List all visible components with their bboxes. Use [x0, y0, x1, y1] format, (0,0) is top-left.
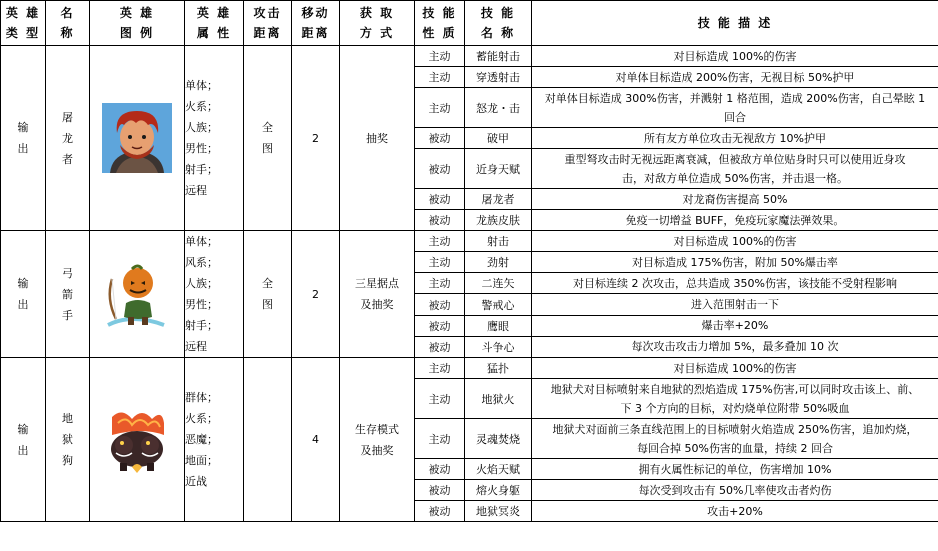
hero-obtain-method-line: 生存模式 [355, 422, 399, 436]
hero-obtain-method-line: 及抽奖 [360, 443, 394, 457]
hero-name [46, 358, 90, 522]
hero-name-line: 狗 [62, 454, 73, 467]
skill-name: 警戒心 [465, 294, 532, 315]
hero-type-line: 出 [17, 443, 29, 457]
header-name: 名 称 [46, 1, 90, 46]
hero-type-line: 输 [17, 277, 29, 290]
skill-description [532, 46, 938, 67]
skill-description-line: 拥有火属性标记的单位，伤害增加 10% [638, 462, 832, 476]
skill-type: 被动 [415, 501, 465, 522]
skill-name: 屠龙者 [465, 189, 532, 210]
skill-description-line: 地狱犬对面前三条直线范围上的目标喷射火焰造成 250%伤害，追加灼烧， [552, 422, 918, 436]
skill-type: 被动 [415, 336, 465, 357]
hero-type [1, 358, 46, 522]
hero-attack-range-line: 图 [262, 142, 273, 155]
skill-description-line: 对目标造成 100%的伤害 [673, 361, 797, 375]
hero-attack-range-line: 图 [262, 298, 273, 311]
hero-attributes-line: 群体； [185, 391, 218, 404]
table-row [1, 46, 938, 67]
hero-obtain-method [340, 231, 415, 358]
hero-type-line: 出 [17, 298, 29, 311]
skill-description [532, 501, 938, 522]
skill-description [532, 480, 938, 501]
header-skill-type: 技 能 性 质 [415, 1, 465, 46]
skill-description [532, 189, 938, 210]
skill-name: 蓄能射击 [465, 46, 532, 67]
skill-description-line: 每次受到攻击有 50%几率使攻击者灼伤 [638, 483, 832, 497]
hero-attributes-line: 射手； [185, 163, 218, 176]
hero-image-cell [90, 358, 185, 522]
pumpkin-archer-portrait [102, 259, 172, 329]
skill-description-line: 免疫一切增益 BUFF，免疫玩家魔法弹效果。 [625, 213, 845, 227]
skill-type: 被动 [415, 480, 465, 501]
hero-image-cell [90, 231, 185, 358]
skill-description-line: 攻击+20% [707, 504, 763, 518]
skill-description [532, 379, 938, 419]
hero-name-line: 狱 [62, 433, 73, 446]
hero-name-line: 地 [62, 412, 73, 425]
hero-attack-range-line: 全 [262, 277, 273, 290]
skill-type: 被动 [415, 294, 465, 315]
header-attack-range: 攻击 距离 [244, 1, 292, 46]
hero-move-range: 2 [292, 46, 340, 231]
skill-name: 鹰眼 [465, 315, 532, 336]
hero-name-line: 屠 [62, 110, 73, 124]
skill-description-line: 下 3 个方向的目标，对灼烧单位附带 50%吸血 [620, 401, 850, 415]
skill-description-line: 击，对敌方单位造成 50%伤害，并击退一格。 [622, 171, 848, 185]
hero-attack-range [244, 46, 292, 231]
hero-attributes-line: 人族； [185, 277, 218, 290]
table-header-row [1, 1, 938, 46]
hero-type [1, 231, 46, 358]
hero-attributes-line: 男性； [185, 142, 218, 155]
skill-description [532, 273, 938, 294]
header-attributes: 英 雄 属 性 [185, 1, 244, 46]
hero-name-line: 弓 [62, 266, 73, 280]
hero-attributes-line: 恶魔； [185, 433, 218, 446]
dragon-slayer-portrait [102, 103, 172, 173]
skill-name: 劲射 [465, 252, 532, 273]
skill-type: 主动 [415, 67, 465, 88]
skill-type: 被动 [415, 189, 465, 210]
skill-description [532, 315, 938, 336]
hero-type-line: 输 [17, 422, 29, 436]
hero-obtain-method [340, 46, 415, 231]
hero-attributes [185, 231, 244, 358]
skill-description-line: 对目标造成 100%的伤害 [673, 234, 797, 248]
skill-type: 被动 [415, 210, 465, 231]
skill-type: 主动 [415, 273, 465, 294]
skill-description-line: 每次攻击攻击力增加 5%，最多叠加 10 次 [631, 340, 839, 354]
hero-name-line: 龙 [62, 131, 73, 145]
skill-type: 主动 [415, 252, 465, 273]
hero-attributes-line: 射手； [185, 319, 218, 332]
skill-name: 火焰天赋 [465, 459, 532, 480]
hero-attributes-line: 近战 [185, 475, 207, 488]
hero-attributes [185, 46, 244, 231]
hero-move-range: 2 [292, 231, 340, 358]
skill-name: 熔火身躯 [465, 480, 532, 501]
hero-type [1, 46, 46, 231]
hero-obtain-method [340, 358, 415, 522]
skill-description-line: 每回合掉 50%伤害的血量，持续 2 回合 [637, 441, 833, 455]
hero-attributes-line: 火系； [185, 412, 218, 425]
skill-type: 被动 [415, 128, 465, 149]
skill-description [532, 88, 938, 128]
skill-description-line: 对单体目标造成 200%伤害，无视目标 50%护甲 [615, 70, 855, 84]
skill-name: 猛扑 [465, 358, 532, 379]
hero-name-line: 者 [62, 152, 73, 166]
hero-move-range: 4 [292, 358, 340, 522]
skill-type: 主动 [415, 358, 465, 379]
skill-name: 斗争心 [465, 336, 532, 357]
header-hero-type: 英 雄 类 型 [1, 1, 46, 46]
skill-name: 射击 [465, 231, 532, 252]
skill-description-line: 回合 [724, 110, 746, 124]
header-skill-description: 技 能 描 述 [532, 1, 938, 46]
hero-attributes-line: 远程 [185, 184, 207, 197]
hero-obtain-method-line: 及抽奖 [360, 298, 394, 311]
hero-type-line: 输 [17, 121, 29, 134]
hero-attributes-line: 远程 [185, 340, 207, 353]
skill-description-line: 对目标造成 175%伤害，附加 50%爆击率 [632, 255, 838, 269]
skill-description [532, 459, 938, 480]
skill-type: 被动 [415, 459, 465, 480]
hero-attributes-line: 单体； [185, 235, 218, 248]
hero-name-line: 箭 [62, 287, 73, 301]
skill-description-line: 对目标连续 2 次攻击，总共造成 350%伤害，该技能不受射程影响 [573, 276, 897, 290]
hero-attributes-line: 风系； [185, 256, 218, 269]
skill-description-line: 对目标造成 100%的伤害 [673, 49, 797, 63]
skill-type: 主动 [415, 419, 465, 459]
skill-description [532, 210, 938, 231]
hero-type-line: 出 [17, 142, 29, 155]
hero-attack-range-line: 全 [262, 121, 273, 134]
table-row [1, 231, 938, 252]
skill-name: 怒龙・击 [465, 88, 532, 128]
hero-obtain-method-line: 三星据点 [355, 277, 399, 290]
skill-description-line: 进入范围射击一下 [691, 298, 779, 312]
skill-description [532, 419, 938, 459]
hero-obtain-method-line: 抽奖 [366, 131, 388, 145]
hero-attack-range [244, 358, 292, 522]
skill-name: 地狱火 [465, 379, 532, 419]
skill-description-line: 所有友方单位攻击无视敌方 10%护甲 [644, 131, 826, 145]
skill-name: 灵魂焚烧 [465, 419, 532, 459]
skill-description-line: 爆击率+20% [701, 319, 769, 333]
hero-name [46, 231, 90, 358]
skill-description [532, 231, 938, 252]
skill-description [532, 252, 938, 273]
skill-description [532, 149, 938, 189]
skill-name: 地狱冥炎 [465, 501, 532, 522]
skill-description [532, 294, 938, 315]
hero-attributes [185, 358, 244, 522]
skill-description-line: 对单体目标造成 300%伤害，并溅射 1 格范围，造成 200%伤害，自己晕眩 1 [544, 91, 926, 105]
skill-type: 被动 [415, 149, 465, 189]
hellhound-portrait [102, 405, 172, 475]
table-row [1, 358, 938, 379]
hero-name [46, 46, 90, 231]
hero-attributes-line: 地面； [185, 454, 218, 467]
hero-attributes-line: 男性； [185, 298, 218, 311]
skill-description-line: 对龙裔伤害提高 50% [682, 192, 788, 206]
skill-description [532, 358, 938, 379]
skill-name: 近身天赋 [465, 149, 532, 189]
header-image: 英 雄 图 例 [90, 1, 185, 46]
header-skill-name: 技 能 名 称 [465, 1, 532, 46]
skill-type: 主动 [415, 88, 465, 128]
skill-description-line: 地狱犬对目标喷射来自地狱的烈焰造成 175%伤害,可以同时攻击该上、前、 [550, 382, 920, 396]
hero-image-cell [90, 46, 185, 231]
skill-type: 被动 [415, 315, 465, 336]
skill-type: 主动 [415, 46, 465, 67]
skill-type: 主动 [415, 379, 465, 419]
hero-name-line: 手 [62, 308, 73, 322]
skill-description-line: 重型弩攻击时无视远距离衰减，但被敌方单位贴身时只可以使用近身攻 [564, 152, 906, 166]
hero-attributes-line: 火系； [185, 100, 218, 113]
skill-description [532, 67, 938, 88]
skill-description [532, 128, 938, 149]
skill-description [532, 336, 938, 357]
hero-attributes-line: 单体； [185, 79, 218, 92]
hero-attack-range [244, 231, 292, 358]
skill-type: 主动 [415, 231, 465, 252]
header-move-range: 移动 距离 [292, 1, 340, 46]
hero-attributes-line: 人族； [185, 121, 218, 134]
header-obtain: 获 取 方 式 [340, 1, 415, 46]
skill-name: 龙族皮肤 [465, 210, 532, 231]
skill-name: 破甲 [465, 128, 532, 149]
skill-name: 二连矢 [465, 273, 532, 294]
skill-name: 穿透射击 [465, 67, 532, 88]
